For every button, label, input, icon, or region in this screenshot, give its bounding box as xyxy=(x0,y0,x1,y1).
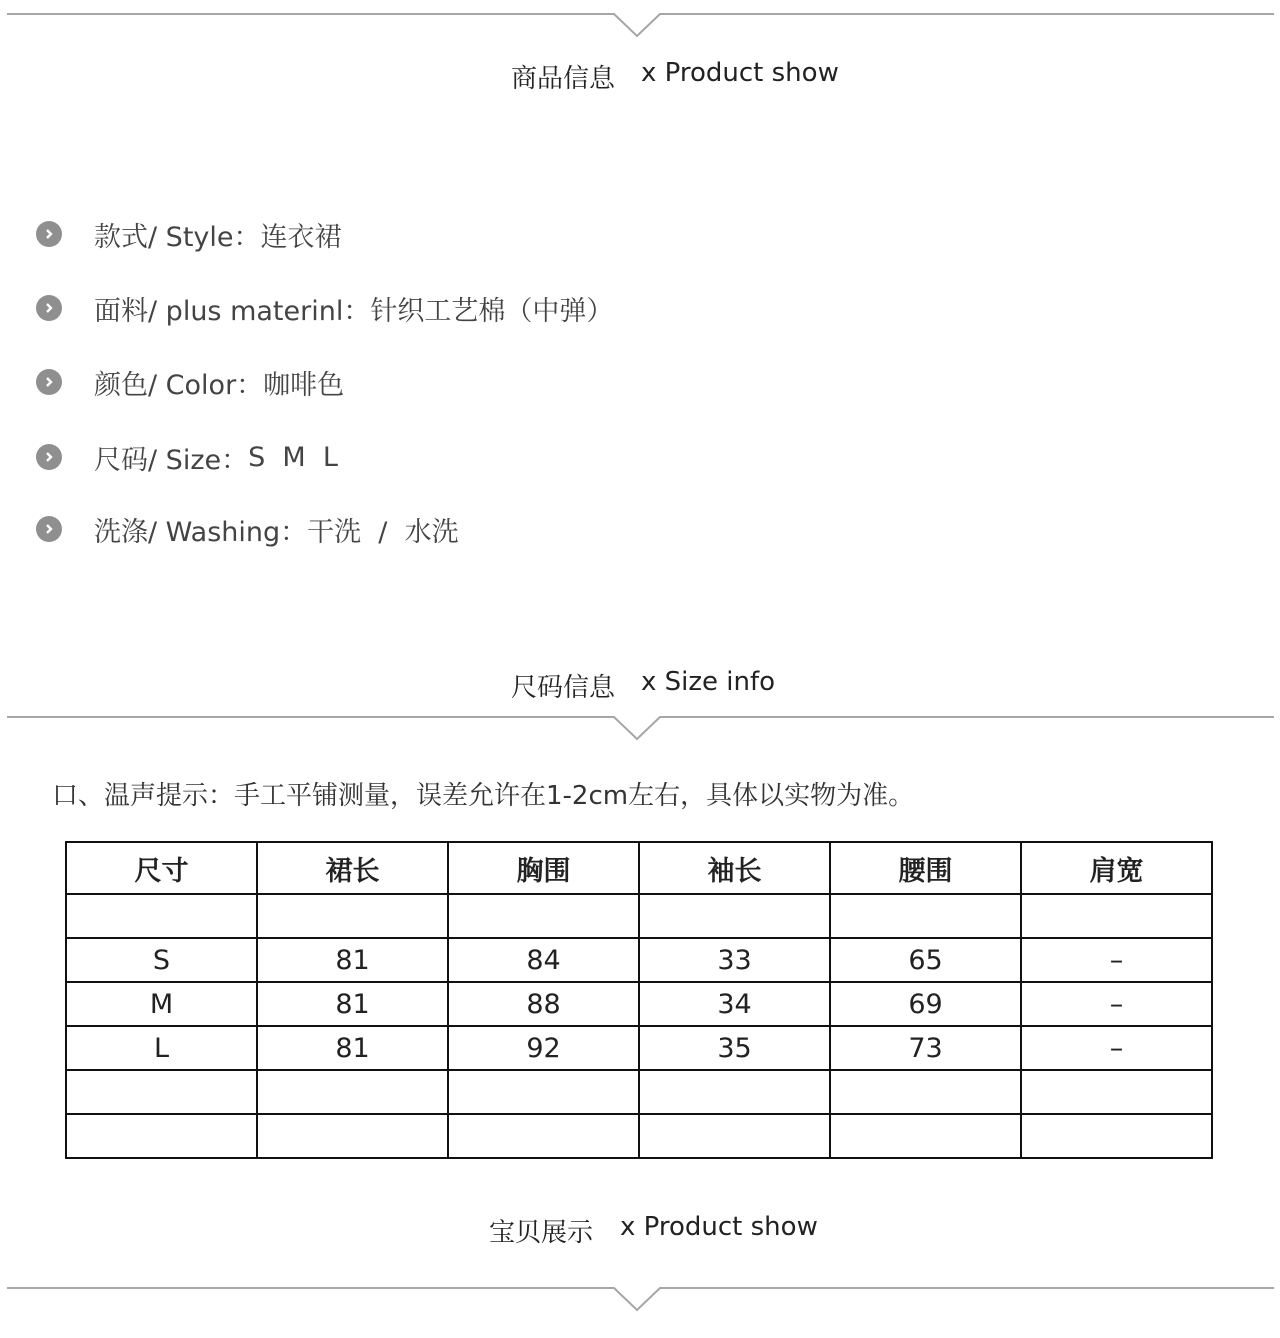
spec-value: 针织工艺棉（中弹） xyxy=(370,295,614,327)
table-cell: 65 xyxy=(830,938,1021,982)
gallery-heading-cn: 宝贝展示 xyxy=(489,1218,594,1248)
table-cell xyxy=(830,1070,1021,1114)
spec-label: 尺码/ Size： xyxy=(94,444,249,476)
table-cell xyxy=(66,894,257,938)
table-cell xyxy=(448,1070,639,1114)
header-sleeve-length: 袖长 xyxy=(639,842,830,894)
header-shoulder-width: 肩宽 xyxy=(1021,842,1212,894)
middle-divider xyxy=(7,705,1274,729)
spec-label: 面料/ plus materinl： xyxy=(94,295,371,327)
table-cell: – xyxy=(1021,1026,1212,1070)
table-cell xyxy=(257,1114,448,1158)
table-cell: 81 xyxy=(257,982,448,1026)
size-info-heading xyxy=(0,667,1280,707)
size-table xyxy=(65,841,1213,1159)
spec-item-color xyxy=(36,362,936,402)
chevron-right-icon xyxy=(36,295,62,321)
product-info-heading xyxy=(0,58,1280,98)
table-cell xyxy=(639,894,830,938)
table-cell xyxy=(448,1114,639,1158)
table-cell xyxy=(1021,894,1212,938)
gallery-heading-en: x Product show xyxy=(620,1212,818,1242)
product-info-heading-cn: 商品信息 xyxy=(511,64,616,94)
table-cell: 92 xyxy=(448,1026,639,1070)
header-bust: 胸围 xyxy=(448,842,639,894)
size-info-heading-en: x Size info xyxy=(641,667,776,697)
table-cell: 73 xyxy=(830,1026,1021,1070)
table-cell: L xyxy=(66,1026,257,1070)
chevron-right-icon xyxy=(36,444,62,470)
table-cell: – xyxy=(1021,938,1212,982)
spec-label: 颜色/ Color： xyxy=(94,369,264,401)
table-cell xyxy=(257,894,448,938)
table-cell: 81 xyxy=(257,1026,448,1070)
table-row xyxy=(66,1114,1212,1158)
chevron-right-icon xyxy=(36,516,62,542)
table-cell: M xyxy=(66,982,257,1026)
table-cell xyxy=(448,894,639,938)
spec-item-material xyxy=(36,288,936,328)
spec-item-size xyxy=(36,437,936,477)
table-cell: 69 xyxy=(830,982,1021,1026)
table-cell xyxy=(66,1070,257,1114)
header-dress-length: 裙长 xyxy=(257,842,448,894)
table-cell: 33 xyxy=(639,938,830,982)
chevron-right-icon xyxy=(36,369,62,395)
table-row xyxy=(66,894,1212,938)
table-cell xyxy=(639,1070,830,1114)
table-cell: 84 xyxy=(448,938,639,982)
product-info-heading-en: x Product show xyxy=(641,58,839,88)
bottom-divider xyxy=(7,1276,1274,1300)
chevron-right-icon xyxy=(36,221,62,247)
table-cell: 34 xyxy=(639,982,830,1026)
table-cell xyxy=(257,1070,448,1114)
table-header-row xyxy=(66,842,1212,894)
spec-value: 连衣裙 xyxy=(260,221,342,253)
gallery-heading xyxy=(0,1212,1280,1252)
table-row xyxy=(66,938,1212,982)
table-cell xyxy=(66,1114,257,1158)
table-cell: 35 xyxy=(639,1026,830,1070)
table-cell xyxy=(830,1114,1021,1158)
table-cell: S xyxy=(66,938,257,982)
table-row xyxy=(66,1026,1212,1070)
table-row xyxy=(66,1070,1212,1114)
spec-value: 咖啡色 xyxy=(263,369,345,401)
header-size: 尺寸 xyxy=(66,842,257,894)
table-cell xyxy=(1021,1114,1212,1158)
measurement-note: 口、温声提示：手工平铺测量，误差允许在1-2cm左右，具体以实物为准。 xyxy=(52,781,915,811)
spec-value: 干洗 / 水洗 xyxy=(307,516,459,548)
table-row xyxy=(66,982,1212,1026)
table-cell: 88 xyxy=(448,982,639,1026)
spec-item-washing xyxy=(36,509,936,549)
header-waist: 腰围 xyxy=(830,842,1021,894)
table-cell xyxy=(830,894,1021,938)
table-cell: – xyxy=(1021,982,1212,1026)
spec-value: S M L xyxy=(248,441,338,473)
spec-item-style xyxy=(36,214,936,254)
table-cell: 81 xyxy=(257,938,448,982)
spec-label: 洗涤/ Washing： xyxy=(94,516,308,548)
size-info-heading-cn: 尺码信息 xyxy=(511,673,616,703)
spec-label: 款式/ Style： xyxy=(94,221,261,253)
table-cell xyxy=(639,1114,830,1158)
table-cell xyxy=(1021,1070,1212,1114)
top-divider xyxy=(7,2,1274,26)
